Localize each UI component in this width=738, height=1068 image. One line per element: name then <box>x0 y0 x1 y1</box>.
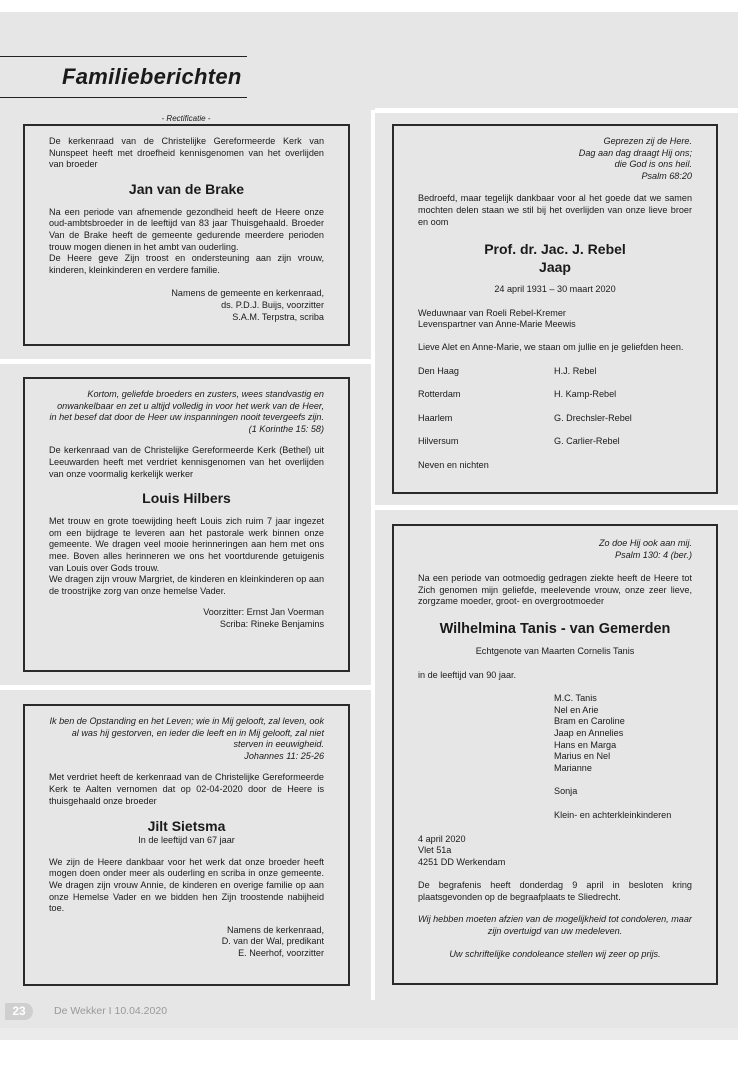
signature-line: Scriba: Rineke Benjamins <box>219 618 324 629</box>
header-rule-top <box>0 56 247 57</box>
rectificatie-label: - Rectificatie - <box>161 114 211 123</box>
bible-reference: Johannes 11: 25-26 <box>244 750 324 761</box>
signature-line: ds. P.D.J. Buijs, voorzitter <box>221 299 324 310</box>
family-member: Sonja <box>554 786 578 797</box>
row-separator <box>0 685 371 690</box>
family-place: Den Haag <box>418 365 459 376</box>
condolence-note: Wij hebben moeten afzien van de mogelijkheid tot condoleren, maar zijn overtuigd van uw medeleven. <box>418 914 692 937</box>
family-name: G. Drechsler-Rebel <box>554 412 632 423</box>
signature-line: E. Neerhof, voorzitter <box>238 947 324 958</box>
signature-line: Voorzitter: Ernst Jan Voerman <box>203 607 324 618</box>
notice-jan-van-de-brake <box>23 124 350 346</box>
address-city: 4251 DD Werkendam <box>418 856 506 867</box>
family-place: Hilversum <box>418 436 459 447</box>
address-street: Vlet 51a <box>418 845 452 856</box>
family-name: G. Carlier-Rebel <box>554 436 620 447</box>
page-title: Familieberichten <box>62 64 242 89</box>
family-list <box>418 693 692 821</box>
family-member: Klein- en achterkleinkinderen <box>554 809 672 820</box>
family-name: H. Kamp-Rebel <box>554 389 617 400</box>
deceased-name: Prof. dr. Jac. J. Rebel <box>484 241 626 258</box>
bible-verse: Kortom, geliefde broeders en zusters, wees standvastig en onwankelbaar en zet u altijd volledig in voor het werk van de Heer, in het besef dat door de Heer uw inspanningen nooit tevergeefs zijn. <box>49 389 324 423</box>
notice-intro: Na een periode van ootmoedig gedragen ziekte heeft de Heere tot Zich genomen mijn geliefde, meelevende vrouw, onze zeer lieve, zorgzame moeder, groot- en overgrootmoeder <box>418 573 692 607</box>
row-separator <box>375 505 738 510</box>
family-row <box>418 389 692 401</box>
deceased-age: in de leeftijd van 90 jaar. <box>418 669 517 680</box>
family-place: Haarlem <box>418 412 453 423</box>
column-separator <box>371 110 375 1000</box>
family-member: Marianne <box>554 762 592 773</box>
family-member: Nel en Arie <box>554 704 599 715</box>
notice-jilt-sietsma <box>23 704 350 986</box>
page-number: 23 <box>5 1003 33 1020</box>
row-separator <box>0 359 371 364</box>
deceased-name: Jilt Sietsma <box>147 818 226 835</box>
bible-reference: (1 Korinthe 15: 58) <box>248 423 324 434</box>
notice-intro: De kerkenraad van de Christelijke Gereformeerde Kerk (Bethel) uit Leeuwarden heeft met verdriet kennisgenomen van het overlijden van onze voormalig kerkelijk werker <box>49 445 324 479</box>
bible-reference: Psalm 130: 4 (ber.) <box>615 549 692 560</box>
top-margin <box>0 0 738 12</box>
notice-intro: De kerkenraad van de Christelijke Gereformeerde Kerk van Nunspeet heeft met droefheid kennisgenomen van het overlijden van broeder <box>49 136 324 170</box>
notice-wilhelmina-tanis <box>392 524 718 985</box>
family-row <box>418 413 692 425</box>
family-place: Rotterdam <box>418 389 461 400</box>
family-member: Marius en Nel <box>554 751 611 762</box>
family-name: H.J. Rebel <box>554 365 597 376</box>
family-member: Jaap en Annelies <box>554 727 624 738</box>
family-member: Bram en Caroline <box>554 716 625 727</box>
notice-body: We zijn de Heere dankbaar voor het werk dat onze broeder heeft mogen doen onder meer als ouderling en scriba in onze gemeente. We dragen zijn vrouw Annie, de kinderen en overige familie op aan onze Hemelse Vader en we bidden hen Zijn troostende nabijheid toe. <box>49 856 324 914</box>
deceased-name: Louis Hilbers <box>142 490 231 507</box>
bible-verse: Zo doe Hij ook aan mij. <box>598 538 692 548</box>
signature-line: Namens de gemeente en kerkenraad, <box>171 288 324 299</box>
notice-jaap-rebel <box>392 124 718 494</box>
family-row <box>418 366 692 378</box>
notice-body: De Heere geve Zijn troost en ondersteuning aan zijn vrouw, kinderen, kleinkinderen en verdere familie. <box>49 253 324 275</box>
notice-intro: Met verdriet heeft de kerkenraad van de Christelijke Gereformeerde Kerk te Aalten vernomen dat op 02-04-2020 door de Heere is thuisgehaald onze broeder <box>49 772 324 806</box>
bible-verse: Ik ben de Opstanding en het Leven; wie in Mij gelooft, zal leven, ook al was hij gestorven, en ieder die leeft en in Mij gelooft, zal niet sterven in eeuwigheid. <box>49 716 324 750</box>
bible-verse: Geprezen zij de Here. <box>603 136 692 146</box>
bible-verse: Dag aan dag draagt Hij ons; <box>578 147 692 158</box>
notice-body: Na een periode van afnemende gezondheid heeft de Heere onze oud-ambtsbroeder in de leeftijd van 83 jaar Thuisgehaald. Broeder Van de Brake heeft de gemeente gedurende meerdere perioden trouw mogen dienen in het ambt van ouderling. <box>49 206 324 252</box>
deceased-nickname: Jaap <box>539 259 571 276</box>
signature-line: D. van der Wal, predikant <box>221 936 324 947</box>
notice-louis-hilbers <box>23 377 350 672</box>
family-member: Hans en Marga <box>554 739 617 750</box>
funeral-info: De begrafenis heeft donderdag 9 april in besloten kring plaatsgevonden op de begraafplaats te Sliedrecht. <box>418 880 692 902</box>
footer-publication: De Wekker I 10.04.2020 <box>54 1005 168 1017</box>
notice-intro: Bedroefd, maar tegelijk dankbaar voor al het goede dat we samen mochten delen staan we stil bij het overlijden van onze lieve broer en oom <box>418 193 692 227</box>
condolence-note: Uw schriftelijke condoleance stellen wij zeer op prijs. <box>449 948 661 959</box>
notice-date: 4 april 2020 <box>418 833 466 844</box>
bottom-margin <box>0 1040 738 1068</box>
notice-body: Met trouw en grote toewijding heeft Louis zich ruim 7 jaar ingezet om een bijdrage te leveren aan het pastorale werk binnen onze gemeente. We dragen veel mooie herinneringen aan hem met ons mee. Boven alles herinneren we ons het voortdurende getuigenis van Louis over Gods trouw. <box>49 516 324 573</box>
spouse-line: Echtgenote van Maarten Cornelis Tanis <box>475 645 635 656</box>
condolence-message: Lieve Alet en Anne-Marie, we staan om jullie en je geliefden heen. <box>418 341 684 352</box>
family-row <box>418 436 692 448</box>
relation-line: Weduwnaar van Roeli Rebel-Kremer <box>418 307 566 318</box>
signature-line: Namens de kerkenraad, <box>226 924 324 935</box>
bible-verse: die God is ons heil. <box>614 159 692 170</box>
deceased-age: In de leeftijd van 67 jaar <box>138 835 235 846</box>
header-rule-bottom <box>0 97 247 98</box>
life-dates: 24 april 1931 – 30 maart 2020 <box>494 284 616 295</box>
relation-line: Levenspartner van Anne-Marie Meewis <box>418 319 576 330</box>
signature-line: S.A.M. Terpstra, scriba <box>232 311 324 322</box>
family-member: M.C. Tanis <box>554 693 597 704</box>
deceased-name: Jan van de Brake <box>128 180 245 197</box>
notice-body: We dragen zijn vrouw Margriet, de kinderen en kleinkinderen op aan de troostrijke zorg van onze hemelse Vader. <box>49 574 324 596</box>
deceased-name: Wilhelmina Tanis - van Gemerden <box>439 620 671 637</box>
bible-reference: Psalm 68:20 <box>641 170 692 181</box>
row-separator <box>375 108 738 113</box>
family-extra: Neven en nichten <box>418 459 489 470</box>
